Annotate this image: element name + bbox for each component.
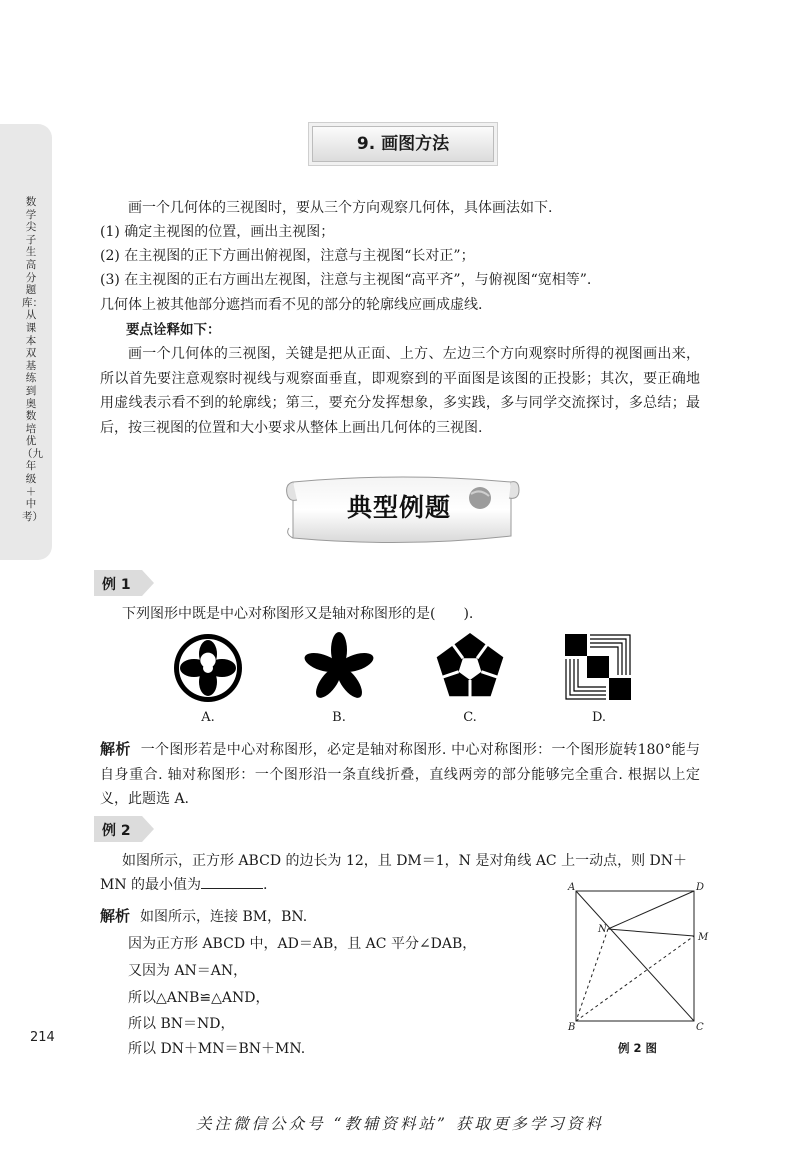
- option-b-label: B.: [332, 710, 346, 725]
- example-2-figure: [560, 880, 720, 1040]
- point-b-label: B: [568, 1022, 576, 1033]
- option-a-figure: [172, 632, 244, 704]
- proof-line-3: 所以△ANB≌△AND，: [128, 990, 270, 1006]
- point-d-label: D: [696, 882, 705, 893]
- hidden-line-note: 几何体上被其他部分遮挡而看不见的部分的轮廓线应画成虚线.: [100, 297, 483, 313]
- answer-blank: [201, 874, 263, 889]
- option-c-label: C.: [463, 710, 477, 725]
- proof-line-1: 因为正方形 ABCD 中，AD＝AB，且 AC 平分∠DAB，: [128, 936, 477, 952]
- footer-notice: 关注微信公众号 “教辅资料站” 获取更多学习资料: [196, 1115, 604, 1133]
- step-3: (3) 在主视图的正右方画出左视图，注意与主视图“高平齐”，与俯视图“宽相等”.: [100, 272, 592, 288]
- point-c-label: C: [696, 1022, 704, 1033]
- point-n-label: N: [598, 924, 607, 935]
- proof-line-2: 又因为 AN＝AN，: [128, 963, 248, 979]
- section-title: 9. 画图方法: [312, 126, 494, 162]
- example-1-analysis-text: 一个图形若是中心对称图形，必定是轴对称图形. 中心对称图形：一个图形旋转180°能与自身重合. 轴对称图形：一个图形沿一条直线折叠，直线两旁的部分能够完全重合. 根据以上定义，此题选 A.: [100, 742, 700, 807]
- example-1-tab: [94, 570, 156, 596]
- proof-line-5: 所以 DN＋MN＝BN＋MN.: [128, 1041, 306, 1057]
- step-2: (2) 在主视图的正下方画出俯视图，注意与主视图“长对正”；: [100, 248, 475, 264]
- banner-title: 典型例题: [346, 493, 451, 522]
- example-2-tab: [94, 816, 156, 842]
- key-points-label: 要点诠释如下：: [126, 322, 221, 338]
- intro-text: 画一个几何体的三视图时，要从三个方向观察几何体，具体画法如下.: [128, 200, 553, 216]
- step-1: (1) 确定主视图的位置，画出主视图；: [100, 224, 335, 240]
- page-number: 214: [30, 1030, 55, 1045]
- example-1-question: 下列图形中既是中心对称图形又是轴对称图形的是( ).: [122, 606, 474, 622]
- example-2-question-end: .: [263, 877, 268, 893]
- example-2-analysis-text: 如图所示，连接 BM，BN.: [140, 909, 308, 925]
- proof-line-4: 所以 BN＝ND，: [128, 1016, 235, 1032]
- example-1-label: 例 1: [102, 577, 131, 593]
- example-2-question-part2: MN 的最小值为: [100, 877, 202, 893]
- example-1-analysis-label: 解析: [100, 740, 131, 758]
- key-points-text: 画一个几何体的三视图，关键是把从正面、上方、左边三个方向观察时所得的视图画出来，所以首先要注意观察时视线与观察面垂直，即观察到的平面图是该图的正投影；其次，要正确地用虚线表示看不到的轮廓线；第三，要充分发挥想象，多实践，多与同学交流探讨，多总结；最后，按三视图的位置和大小要求从整体上画出几何体的三视图.: [100, 346, 700, 436]
- examples-banner: [283, 474, 521, 550]
- option-d-figure: [565, 634, 631, 700]
- point-a-label: A: [568, 882, 576, 893]
- option-a-label: A.: [201, 710, 215, 725]
- option-c-figure: [434, 632, 506, 704]
- option-b-figure: [303, 632, 375, 704]
- example-1-analysis: [100, 737, 700, 812]
- example-2-label: 例 2: [102, 823, 131, 839]
- example-2-analysis-first: [100, 904, 540, 930]
- point-m-label: M: [698, 932, 709, 943]
- side-tab-text: 数学尖子生高分题库：从课本双基练到奥数培优（九年级＋中考）: [22, 196, 43, 523]
- figure-caption: 例 2 图: [618, 1041, 658, 1055]
- example-2-question-line2: [100, 873, 540, 898]
- example-2-analysis-label: 解析: [100, 907, 131, 925]
- option-d-label: D.: [591, 710, 607, 725]
- example-2-question-line1: 如图所示，正方形 ABCD 的边长为 12，且 DM＝1，N 是对角线 AC 上一动点，则 DN＋: [122, 853, 688, 869]
